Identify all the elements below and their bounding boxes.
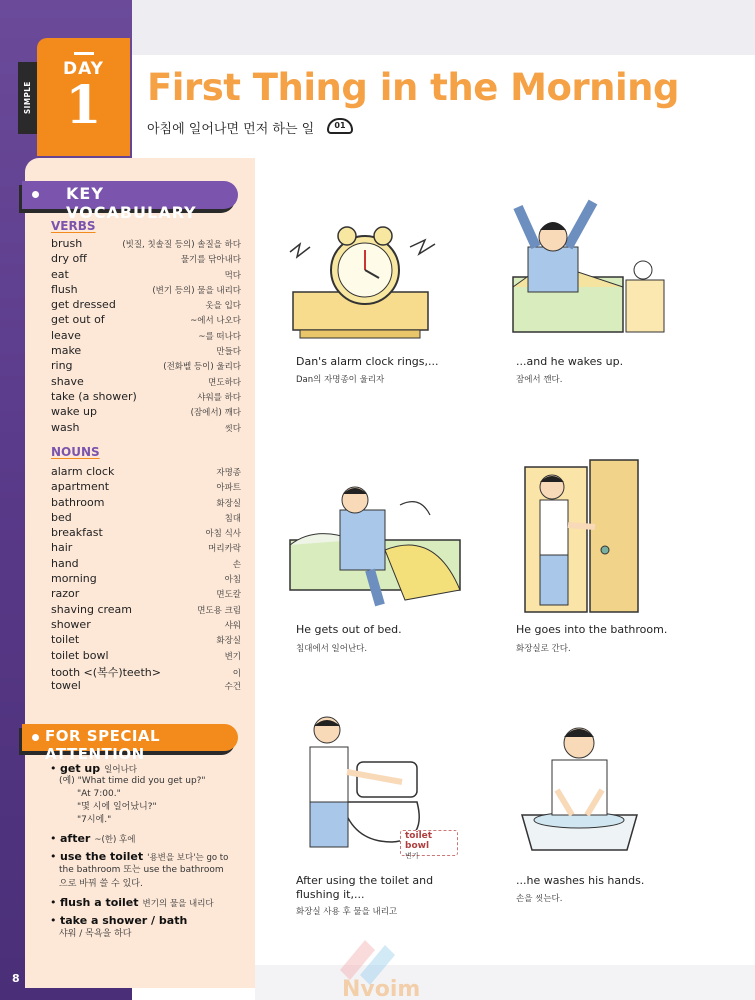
caption-1: Dan's alarm clock rings,... bbox=[296, 355, 439, 368]
vocab-item bbox=[51, 618, 241, 633]
vocab-korean: 샤워 bbox=[224, 620, 241, 631]
vocab-item bbox=[51, 557, 241, 572]
vocab-english: hair bbox=[51, 541, 73, 555]
vocab-english: alarm clock bbox=[51, 465, 115, 478]
caption-6: ...he washes his hands. bbox=[516, 874, 645, 887]
vocab-item bbox=[51, 649, 241, 664]
vocab-korean: 변기 bbox=[224, 651, 241, 662]
vocab-item bbox=[51, 390, 241, 405]
day-bar bbox=[74, 52, 94, 55]
day-number: 1 bbox=[65, 75, 102, 136]
out-of-bed-illustration bbox=[285, 470, 465, 610]
note-ko: 변기의 물을 내리다 bbox=[142, 899, 214, 909]
note-ko: '용변을 보다'는 go to bbox=[147, 853, 229, 863]
vocab-item bbox=[51, 329, 241, 344]
vocab-english: shaving cream bbox=[51, 602, 133, 616]
vocab-english: bed bbox=[51, 510, 72, 524]
vocab-english: brush bbox=[51, 237, 83, 250]
attention-header-text: FOR SPECIAL ATTENTION bbox=[45, 727, 161, 763]
vocab-item bbox=[51, 511, 241, 526]
toilet-bowl-label-ko: 변기 bbox=[405, 852, 419, 860]
note-term: use the toilet bbox=[60, 850, 144, 863]
vocab-item bbox=[51, 298, 241, 313]
page-title: First Thing in the Morning bbox=[147, 66, 680, 109]
caption-1-ko: Dan의 자명종이 울리자 bbox=[296, 375, 385, 385]
vocab-korean: (빗질, 칫솔질 등의) 솔질을 하다 bbox=[122, 240, 241, 250]
alarm-clock-illustration bbox=[285, 222, 445, 340]
vocab-korean: 씻다 bbox=[224, 423, 241, 434]
vocab-korean: 면도용 크림 bbox=[197, 605, 241, 616]
vocab-korean: (전화벨 등이) 울리다 bbox=[163, 362, 241, 373]
vocab-item bbox=[51, 313, 241, 328]
note-use-toilet: • use the toilet '용변을 보다'는 go to the bathroom 또는 use the bathroom 으로 바꿔 쓸 수 있다. bbox=[50, 850, 245, 891]
note-ko: ~(한) 후에 bbox=[94, 835, 136, 845]
vocab-korean: 옷을 입다 bbox=[205, 301, 241, 312]
note-term: take a shower / bath bbox=[60, 914, 188, 927]
svg-text:Nvoim: Nvoim bbox=[342, 977, 421, 1000]
note-desc: the bathroom 또는 use the bathroom bbox=[59, 865, 224, 875]
vocab-english: bathroom bbox=[51, 495, 105, 509]
vocab-korean: 수건 bbox=[224, 682, 241, 693]
vocab-item bbox=[51, 375, 241, 390]
note-shower: • take a shower / bath 샤워 / 목욕을 하다 bbox=[50, 914, 245, 941]
vocab-item bbox=[51, 252, 241, 267]
vocab-item bbox=[51, 283, 241, 298]
caption-6-ko: 손을 씻는다. bbox=[516, 894, 563, 904]
vocab-english: take (a shower) bbox=[51, 389, 137, 403]
vocab-item bbox=[51, 633, 241, 648]
verbs-title: VERBS bbox=[51, 219, 96, 233]
note-term: flush a toilet bbox=[60, 896, 139, 909]
page-subtitle: 아침에 일어나면 먼저 하는 일 bbox=[147, 122, 315, 137]
vocab-item bbox=[51, 664, 241, 679]
vocab-korean: 면도칼 bbox=[216, 590, 241, 601]
vocab-english: make bbox=[51, 344, 82, 358]
vocab-english: towel bbox=[51, 679, 81, 693]
washing-hands-illustration bbox=[517, 715, 642, 860]
vocab-english: morning bbox=[51, 572, 97, 586]
vocab-item bbox=[51, 679, 241, 694]
vocab-item bbox=[51, 465, 241, 480]
vocab-korean: 침대 bbox=[224, 513, 241, 524]
vocab-item bbox=[51, 496, 241, 511]
vocab-english: eat bbox=[51, 267, 69, 281]
watermark-logo bbox=[310, 930, 450, 1000]
caption-2: ...and he wakes up. bbox=[516, 355, 624, 368]
note-example: "몇 시에 일어났니?" bbox=[77, 802, 157, 812]
attention-header bbox=[22, 724, 238, 763]
vocab-english: hand bbox=[51, 556, 79, 570]
vocab-korean: ~에서 나오다 bbox=[190, 316, 241, 327]
toilet-bowl-label-en: toilet bowl bbox=[405, 831, 433, 851]
caption-4-ko: 화장실로 간다. bbox=[516, 644, 571, 654]
note-ko: 일어나다 bbox=[104, 765, 137, 775]
vocab-item bbox=[51, 421, 241, 436]
note-after: • after ~(한) 후에 bbox=[50, 832, 136, 845]
vocab-korean: (변기 등의) 물을 내리다 bbox=[152, 285, 241, 296]
attention-notes bbox=[50, 762, 245, 946]
vocab-item bbox=[51, 526, 241, 541]
vocab-english: flush bbox=[51, 282, 78, 296]
vocab-header-text: KEY VOCABULARY bbox=[66, 184, 197, 222]
vocab-english: get dressed bbox=[51, 298, 116, 312]
bullet-dot bbox=[32, 734, 39, 741]
vocab-korean: 물기를 닦아내다 bbox=[180, 255, 241, 266]
bullet-dot bbox=[32, 191, 39, 198]
nouns-title: NOUNS bbox=[51, 445, 100, 459]
vocab-english: wake up bbox=[51, 405, 97, 419]
vocab-korean: 아파트 bbox=[216, 483, 241, 494]
vocab-english: shower bbox=[51, 617, 91, 631]
vocab-item bbox=[51, 237, 241, 252]
vocab-korean: 화장실 bbox=[216, 636, 241, 647]
side-label: SIMPLE bbox=[18, 62, 38, 134]
vocab-item bbox=[51, 572, 241, 587]
vocab-korean: ~를 떠나다 bbox=[198, 331, 241, 342]
caption-5: After using the toilet and flushing it,... bbox=[296, 874, 434, 901]
top-strip bbox=[132, 0, 755, 55]
page-number: 8 bbox=[12, 972, 20, 985]
vocab-english: get out of bbox=[51, 313, 105, 327]
vocab-korean: 아침 bbox=[224, 575, 241, 586]
vocab-item bbox=[51, 603, 241, 618]
bathroom-door-illustration bbox=[520, 455, 645, 615]
vocab-english: shave bbox=[51, 374, 84, 388]
vocab-english: breakfast bbox=[51, 526, 103, 540]
vocab-korean: 아침 식사 bbox=[205, 529, 241, 540]
vocab-korean: 머리카락 bbox=[208, 544, 241, 555]
vocab-korean: 면도하다 bbox=[208, 377, 241, 388]
vocab-korean: (잠에서) 깨다 bbox=[190, 408, 241, 419]
vocab-korean: 자명종 bbox=[216, 468, 241, 478]
caption-4: He goes into the bathroom. bbox=[516, 623, 668, 636]
caption-3: He gets out of bed. bbox=[296, 623, 402, 636]
note-get-up: • get up 일어나다 (예) "What time did you get up?" "At 7:00." "몇 시에 일어났니?" "7시에." bbox=[50, 762, 245, 827]
vocab-korean: 먹다 bbox=[224, 270, 241, 281]
vocab-korean: 화장실 bbox=[216, 498, 241, 509]
vocab-korean: 손 bbox=[232, 559, 241, 570]
caption-2-ko: 잠에서 깬다. bbox=[516, 375, 563, 385]
vocab-item bbox=[51, 268, 241, 283]
vocab-english: dry off bbox=[51, 252, 87, 266]
vocab-header bbox=[22, 181, 238, 222]
audio-track-icon[interactable]: 01 bbox=[327, 118, 353, 134]
day-word: DAY bbox=[63, 59, 104, 79]
vocab-english: wash bbox=[51, 420, 80, 434]
vocab-english: ring bbox=[51, 359, 73, 373]
vocab-korean: 샤워를 하다 bbox=[197, 392, 241, 403]
note-desc: 샤워 / 목욕을 하다 bbox=[59, 929, 132, 939]
note-example: (예) "What time did you get up?" bbox=[59, 776, 206, 786]
verbs-list bbox=[51, 237, 241, 436]
vocab-korean: 만들다 bbox=[216, 347, 241, 358]
note-example: "At 7:00." bbox=[77, 789, 121, 799]
note-flush: • flush a toilet 변기의 물을 내리다 bbox=[50, 896, 214, 909]
vocab-item bbox=[51, 405, 241, 420]
toilet-bowl-label bbox=[400, 830, 458, 860]
vocab-korean: 이 bbox=[232, 668, 241, 679]
vocab-item bbox=[51, 480, 241, 495]
wake-up-illustration bbox=[508, 192, 668, 342]
note-term: get up bbox=[60, 762, 101, 775]
caption-3-ko: 침대에서 일어난다. bbox=[296, 644, 368, 654]
vocab-english: tooth <(복수)teeth> bbox=[51, 665, 161, 679]
note-term: after bbox=[60, 832, 91, 845]
vocab-item bbox=[51, 359, 241, 374]
day-badge bbox=[37, 38, 130, 156]
vocab-item bbox=[51, 344, 241, 359]
note-example: "7시에." bbox=[77, 815, 112, 825]
vocab-english: apartment bbox=[51, 480, 110, 494]
vocab-item bbox=[51, 587, 241, 602]
vocab-english: razor bbox=[51, 587, 80, 601]
vocab-item bbox=[51, 541, 241, 556]
nouns-list bbox=[51, 465, 241, 694]
caption-5-ko: 화장실 사용 후 물을 내리고 bbox=[296, 907, 398, 917]
note-desc: 으로 바꿔 쓸 수 있다. bbox=[59, 879, 143, 889]
vocab-english: toilet bowl bbox=[51, 648, 109, 662]
vocab-english: toilet bbox=[51, 633, 80, 647]
vocab-english: leave bbox=[51, 328, 81, 342]
